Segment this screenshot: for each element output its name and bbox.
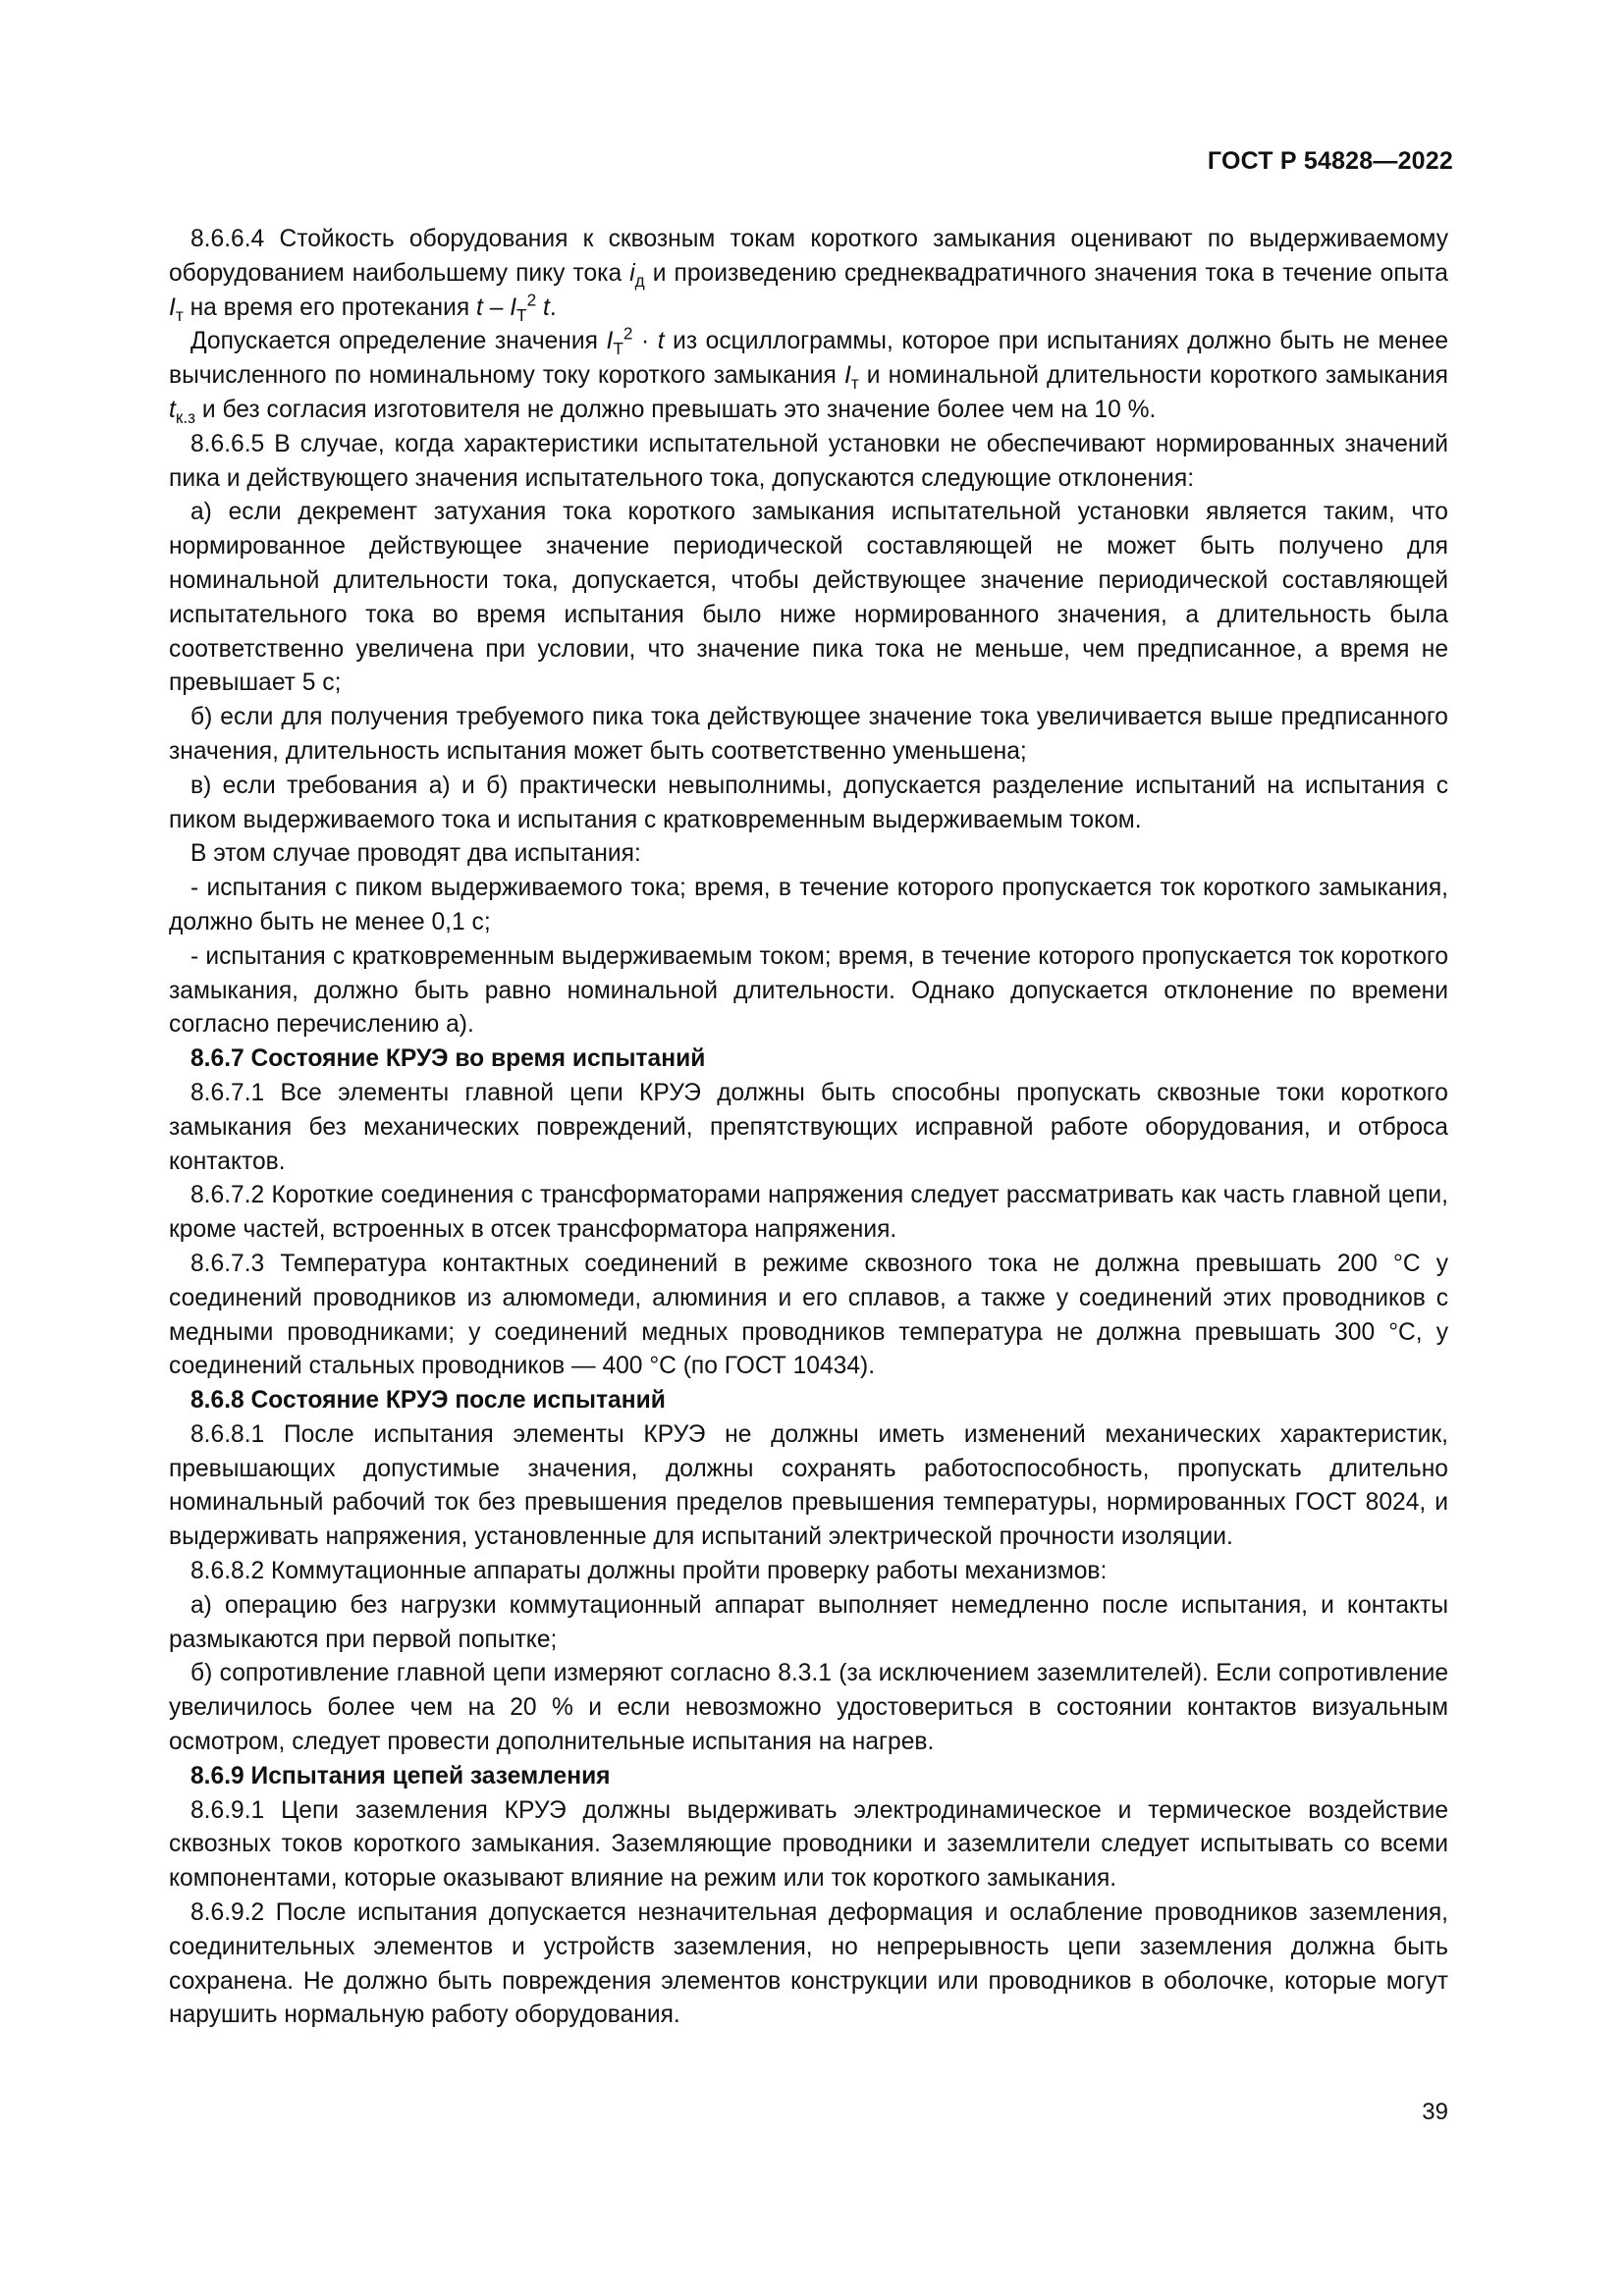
paragraph xyxy=(169,872,1448,940)
text-run: – xyxy=(482,294,511,321)
document-body xyxy=(169,223,1448,2033)
paragraph xyxy=(169,1179,1448,1248)
paragraph xyxy=(169,701,1448,770)
text-run: 8.6.9.2 После испытания допускается незначительная деформация и ослабление проводников заземления, соединительных элементов и устройств заземления, но непрерывность цепи заземления должна быть сохранена. Не должно быть повреждения элементов конструкции или проводников в оболочке, которые могут нарушить нормальную работу оборудования. xyxy=(169,1899,1448,2029)
text-run: I xyxy=(606,328,614,355)
paragraph xyxy=(169,1589,1448,1658)
text-run: 2 xyxy=(526,290,537,310)
paragraph xyxy=(169,1657,1448,1759)
text-run: I xyxy=(169,294,176,321)
text-run xyxy=(536,294,543,321)
text-run: t xyxy=(169,396,176,423)
paragraph xyxy=(169,223,1448,325)
text-run: д xyxy=(634,270,645,291)
paragraph xyxy=(169,496,1448,701)
text-run: и без согласия изготовителя не должно превышать это значение более чем на 10 %. xyxy=(195,396,1157,423)
text-run: в) если требования а) и б) практически невыполнимы, допускается разделение испытаний на испытания с пиком выдерживаемого тока и испытания с кратковременным выдерживаемым током. xyxy=(169,772,1448,833)
text-run: . xyxy=(549,294,557,321)
text-run: 8.6.9 Испытания цепей заземления xyxy=(190,1762,611,1789)
paragraph xyxy=(169,1418,1448,1555)
text-run: 8.6.7 Состояние КРУЭ во время испытаний xyxy=(190,1045,706,1073)
text-run: а) если декремент затухания тока короткого замыкания испытательной установки является таким, что нормированное действующее значение периодической составляющей не может быть получено для номинальной длительности тока, допускается, чтобы действующее значение периодической составляющей испытательного тока во время испытания было ниже нормированного значения, а длительность была соответственно увеличена при условии, что значение пика тока не меньше, чем предписанное, а время не превышает 5 с; xyxy=(169,499,1448,697)
paragraph xyxy=(169,428,1448,497)
text-run: 8.6.7.2 Короткие соединения с трансформаторами напряжения следует рассматривать как часть главной цепи, кроме частей, встроенных в отсек трансформатора напряжения. xyxy=(169,1182,1448,1244)
text-run: к.з xyxy=(175,407,196,427)
text-run: · xyxy=(632,328,658,355)
text-run: t xyxy=(543,294,550,321)
text-run: I xyxy=(510,294,517,321)
text-run: из осциллограммы, которое при испытаниях должно быть не менее вычисленного по номинальному току короткого замыкания xyxy=(169,328,1449,390)
text-run: б) сопротивление главной цепи измеряют согласно 8.3.1 (за исключением заземлителей). Если сопротивление увеличилось более чем на 20 % и если невозможно удостовериться в состоянии контактов визуальным осмотром, следует провести дополнительные испытания на нагрев. xyxy=(169,1660,1448,1756)
paragraph xyxy=(169,940,1448,1042)
text-run: т xyxy=(850,373,859,394)
paragraph xyxy=(169,1794,1448,1896)
section-heading xyxy=(169,1760,1448,1794)
text-run: Т xyxy=(516,304,527,325)
text-run: 8.6.6.4 Стойкость оборудования к сквозным токам короткого замыкания оценивают по выдерживаемому оборудованием наибольшему пику тока xyxy=(169,226,1448,287)
document-id: ГОСТ Р 54828—2022 xyxy=(1207,147,1453,175)
text-run: б) если для получения требуемого пика тока действующее значение тока увеличивается выше предписанного значения, длительность испытания может быть соответственно уменьшена; xyxy=(169,704,1448,765)
text-run: на время его протекания xyxy=(183,294,477,321)
text-run: 8.6.7.3 Температура контактных соединений в режиме сквозного тока не должна превышать 200 °С у соединений проводников из алюмомеди, алюминия и его сплавов, а также у соединений этих проводников с медными проводниками; у соединений медных проводников температура не должна превышать 300 °С, у соединений стальных проводников — 400 °С (по ГОСТ 10434). xyxy=(169,1250,1448,1380)
text-run: и номинальной длительности короткого замыкания xyxy=(858,362,1448,390)
paragraph xyxy=(169,837,1448,872)
page-number: 39 xyxy=(1422,2099,1448,2125)
text-run: 8.6.8.1 После испытания элементы КРУЭ не должны иметь изменений механических характеристик, превышающих допустимые значения, должны сохранять работоспособность, пропускать длительно номинальный рабочий ток без превышения пределов превышения температуры, нормированных ГОСТ 8024, и выдерживать напряжения, установленные для испытаний электрической прочности изоляции. xyxy=(169,1420,1448,1551)
paragraph xyxy=(169,1248,1448,1384)
text-run: а) операцию без нагрузки коммутационный аппарат выполняет немедленно после испытания, и контакты размыкаются при первой попытке; xyxy=(169,1591,1448,1653)
paragraph xyxy=(169,325,1448,427)
paragraph xyxy=(169,1077,1448,1179)
text-run: и произведению среднеквадратичного значения тока в течение опыта xyxy=(644,259,1448,287)
text-run: т xyxy=(175,304,184,325)
text-run: Т xyxy=(613,339,623,359)
text-run: 8.6.6.5 В случае, когда характеристики испытательной установки не обеспечивают нормированных значений пика и действующего значения испытательного тока, допускаются следующие отклонения: xyxy=(169,430,1448,492)
text-run: 8.6.9.1 Цепи заземления КРУЭ должны выдерживать электродинамическое и термическое воздействие сквозных токов короткого замыкания. Заземляющие проводники и заземлители следует испытывать со всеми компонентами, которые оказывают влияние на режим или ток короткого замыкания. xyxy=(169,1796,1448,1893)
paragraph xyxy=(169,1555,1448,1589)
text-run: В этом случае проводят два испытания: xyxy=(190,840,641,868)
paragraph xyxy=(169,1896,1448,2033)
text-run: - испытания с пиком выдерживаемого тока; время, в течение которого пропускается ток короткого замыкания, должно быть не менее 0,1 с; xyxy=(169,875,1448,935)
text-run: Допускается определение значения xyxy=(190,328,607,355)
text-run: t xyxy=(476,294,483,321)
text-run: I xyxy=(843,362,851,390)
text-run: t xyxy=(657,328,665,355)
text-run: 8.6.8 Состояние КРУЭ после испытаний xyxy=(190,1387,666,1415)
text-run: i xyxy=(629,259,635,287)
paragraph xyxy=(169,770,1448,838)
text-run: 2 xyxy=(623,323,633,344)
text-run: - испытания с кратковременным выдерживаемым током; время, в течение которого пропускается ток короткого замыкания, должно быть равно номинальной длительности. Однако допускается отклонение по времени согласно перечислению а). xyxy=(169,942,1448,1039)
section-heading xyxy=(169,1042,1448,1077)
section-heading xyxy=(169,1384,1448,1418)
text-run: 8.6.7.1 Все элементы главной цепи КРУЭ должны быть способны пропускать сквозные токи короткого замыкания без механических повреждений, препятствующих исправной работе оборудования, и отброса контактов. xyxy=(169,1079,1448,1175)
text-run: 8.6.8.2 Коммутационные аппараты должны пройти проверку работы механизмов: xyxy=(190,1558,1108,1585)
